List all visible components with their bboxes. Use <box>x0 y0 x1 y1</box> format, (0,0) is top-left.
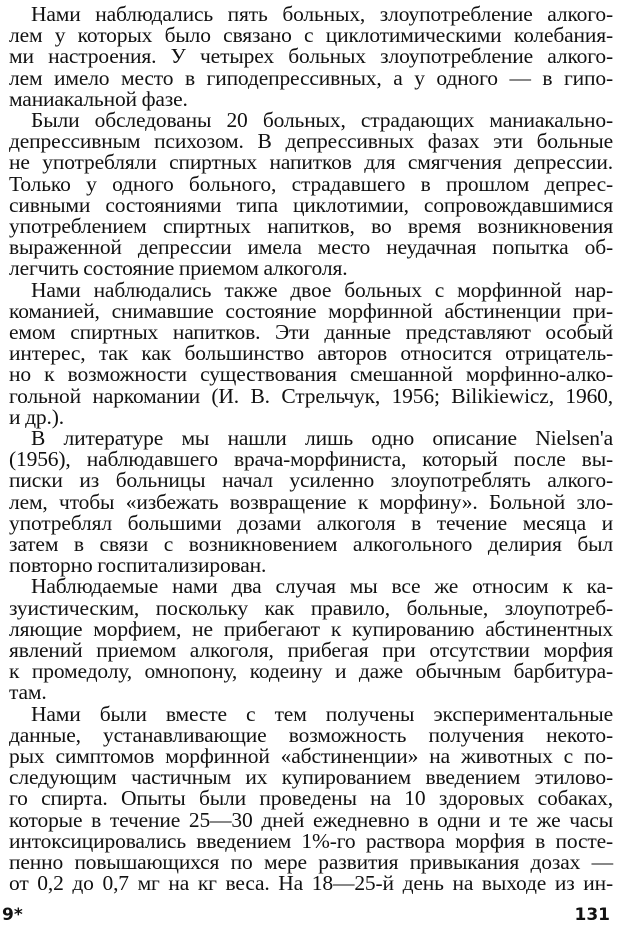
text-line: к промедолу, омнопону, кодеину и даже обычным барбитура- <box>9 659 613 684</box>
text-line: В литературе мы нашли лишь одно описание Nielsen'а <box>31 426 613 450</box>
text-line: легчить состояние приемом алкоголя. <box>9 256 348 281</box>
text-line: ми настроения. У четырех больных злоупотребление алкого- <box>9 44 613 69</box>
text-line: ляющие морфием, не прибегают к купированию абстинентных <box>9 616 613 641</box>
text-line: данные, устанавливающие возможность получения некото- <box>9 722 613 747</box>
text-line: там. <box>9 680 47 705</box>
text-line: явлений приемом алкоголя, прибегая при отсутствии морфия <box>9 638 613 662</box>
text-line: от 0,2 до 0,7 мг на кг веса. На 18—25-й день на выходе из ин- <box>9 871 613 896</box>
text-line: лем у которых было связано с циклотимическими колебания- <box>9 23 613 48</box>
text-line: (1956), наблюдавшего врача-морфиниста, который после вы- <box>9 447 613 472</box>
text-line: повторно госпитализирован. <box>9 553 267 578</box>
text-line: Нами были вместе с тем получены экспериментальные <box>31 701 613 726</box>
signature-mark: 9* <box>2 905 23 925</box>
text-line: команией, снимавшие состояние морфинной абстиненции при- <box>9 298 613 323</box>
text-line: Нами наблюдались также двое больных с морфинной нар- <box>31 277 613 302</box>
text-line: Нами наблюдались пять больных, злоупотребление алкого- <box>31 2 613 26</box>
text-line: интерес, так как большинство авторов относится отрицатель- <box>9 341 613 366</box>
text-line: лем имело место в гиподепрессивных, а у одного — в гипо- <box>9 65 613 90</box>
text-line: Только у одного больного, страдавшего в прошлом депрес- <box>9 171 613 196</box>
text-line: которые в течение 25—30 дней ежедневно в одни и те же часы <box>9 807 613 832</box>
text-line: интоксицировались введением 1%-го раствора морфия в посте- <box>9 828 613 853</box>
text-line: употреблял большими дозами алкоголя в течение месяца и <box>9 510 613 535</box>
text-line: го спирта. Опыты были проведены на 10 здоровых собаках, <box>9 786 613 811</box>
text-line: не употребляли спиртных напитков для смягчения депрессии. <box>9 150 613 175</box>
text-line: гольной наркомании (И. В. Стрельчук, 1956; Bilikiewicz, 1960, <box>9 383 613 408</box>
text-line: рых симптомов морфинной «абстиненции» на животных с по- <box>9 744 613 768</box>
text-line: и др.). <box>9 404 64 429</box>
text-line: Наблюдаемые нами два случая мы все же относим к ка- <box>31 574 613 599</box>
text-line: Были обследованы 20 больных, страдающих маниакально- <box>31 108 613 132</box>
text-line: пенно повышающихся по мере развития привыкания дозах — <box>9 850 613 874</box>
text-line: депрессивным психозом. В депрессивных фазах эти больные <box>9 129 613 154</box>
text-line: выраженной депрессии имела место неудачная попытка об- <box>9 235 613 260</box>
text-line: маниакальной фазе. <box>9 86 188 111</box>
text-line: следующим частичным их купированием введением этилово- <box>9 765 613 790</box>
text-line: лем, чтобы «избежать возвращение к морфину». Больной зло- <box>9 489 613 514</box>
text-line: затем в связи с возникновением алкогольного делирия был <box>9 532 613 556</box>
text-line: зуистическим, поскольку как правило, больные, злоупотреб- <box>9 595 613 620</box>
text-line: употреблением спиртных напитков, во время возникновения <box>9 214 613 238</box>
page-number: 131 <box>574 905 610 925</box>
text-line: но к возможности существования смешанной морфинно-алко- <box>9 362 613 387</box>
text-line: сивными состояниями типа циклотимии, сопровождавшимися <box>9 192 613 217</box>
text-line: писки из больницы начал усиленно злоупотреблять алкого- <box>9 468 613 493</box>
text-line: емом спиртных напитков. Эти данные представляют особый <box>9 320 613 344</box>
